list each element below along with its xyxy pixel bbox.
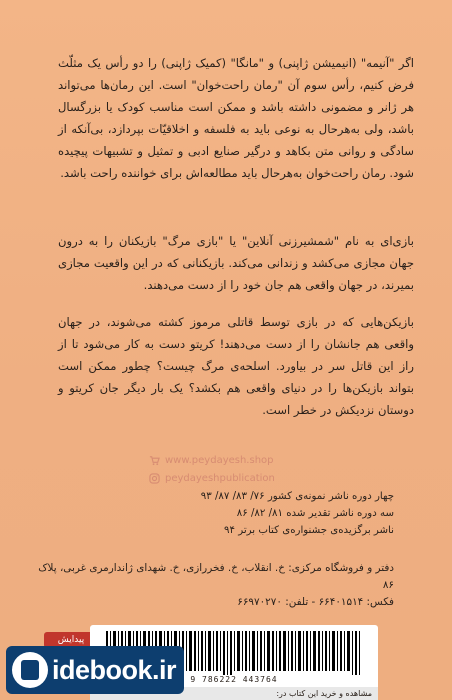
publisher-logo-tag: پیدایش — [44, 632, 98, 648]
intro-paragraph: اگر "آنیمه" (انیمیشن ژاپنی) و "مانگا" (کمیک ژاپنی) را دو رأس یک مثلّث فرض کنیم، رأس سوم آن "رمان راحت‌خوان" است. این رمان‌ها می‌تواند هر ژانر و مضمونی داشته باشد و ممکن است مناسب کودک یا بزرگسال باشد، ولی به‌هرحال به نوعی باید به فلسفه و اخلاقیّات بپردازد، بی‌آنکه از سادگی و روانی متن بکاهد و درگیر صنایع ادبی و تمثیل و تشبیهات پیچیده شود. رمان راحت‌خوان به‌هرحال باید مطالعه‌اش برای خواننده راحت باشد. — [58, 55, 414, 180]
shop-url: www.peydayesh.shop — [165, 455, 274, 466]
award-line: چهار دوره ناشر نمونه‌ی کشور ۷۶/ ۸۳/ ۸۷/ ۹۳ — [200, 491, 394, 502]
book-icon — [12, 652, 48, 688]
instagram-link[interactable] — [149, 473, 329, 484]
synopsis-paragraph-1: بازی‌ای به نام "شمشیرزنی آنلاین" یا "بازی مرگ" بازیکنان را به درون جهان مجازی می‌کشد و زندانی می‌کند. بازیکنانی که در این واقعیت مجازی بمیرند، در جهان واقعی هم جان خود را از دست می‌دهند. — [58, 233, 414, 292]
idebook-brand: idebook.ir — [52, 654, 177, 685]
instagram-icon — [149, 473, 160, 484]
idebook-watermark[interactable] — [6, 646, 184, 694]
buy-link-strip[interactable]: مشاهده و خرید این کتاب در: — [90, 687, 378, 700]
publisher-address — [34, 560, 394, 611]
instagram-handle: peydayeshpublication — [165, 473, 275, 484]
contact-line: فکس: ۶۶۴۰۱۵۱۴ - تلفن: ۶۶۹۷۰۲۷۰ — [237, 596, 394, 608]
award-line: سه دوره ناشر تقدیر شده ۸۱/ ۸۲/ ۸۶ — [236, 508, 394, 519]
cart-icon — [149, 455, 160, 466]
publisher-awards — [114, 488, 394, 539]
address-line: دفتر و فروشگاه مرکزی: خ. انقلاب، خ. فخررازی، خ. شهدای ژاندارمری غربی، پلاک ۸۶ — [38, 562, 394, 591]
synopsis-paragraph-2: بازیکن‌هایی که در بازی توسط قاتلی مرموز کشته می‌شوند، در جهان واقعی هم جانشان را از دست می‌دهند! کریتو دست به کار می‌شود تا از راز این قاتل سر در بیاورد. اسلحه‌ی مرگ چیست؟ چطور ممکن است بتواند بازیکن‌ها را در دنیای واقعی هم بکشد؟ یک بار دیگر جان کریتو و دوستان نزدیکش در خطر است. — [58, 314, 414, 417]
award-line: ناشر برگزیده‌ی جشنواره‌ی کتاب برتر ۹۴ — [224, 525, 394, 536]
isbn-number: 9 786222 443764 — [190, 675, 278, 684]
shop-link[interactable] — [149, 455, 329, 466]
